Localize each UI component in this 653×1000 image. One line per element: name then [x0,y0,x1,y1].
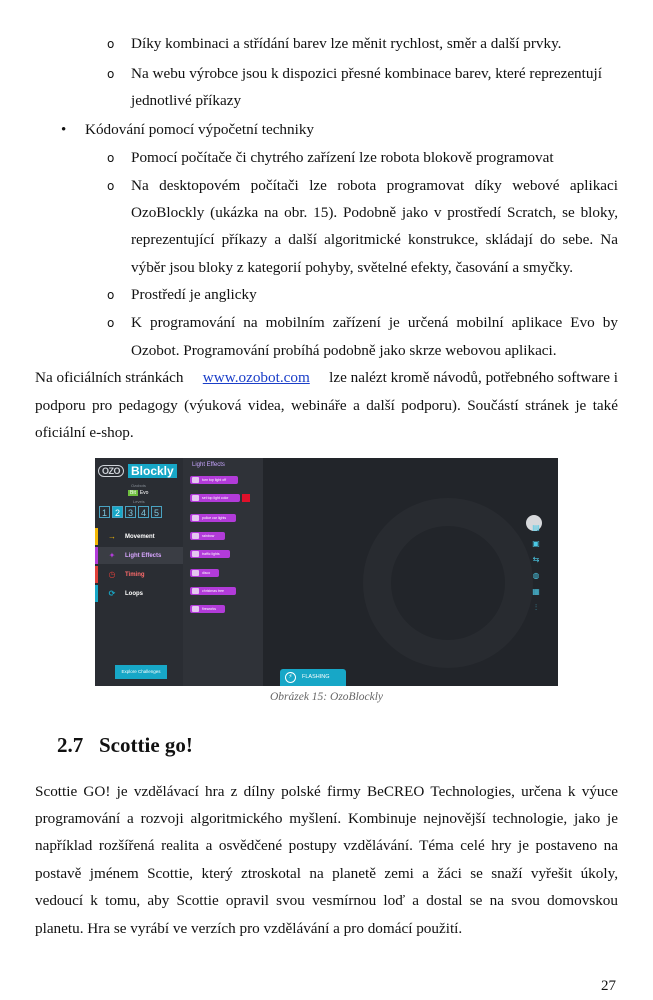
paragraph-line: oficiální e-shop. [35,424,134,441]
lightbulb-icon: ✦ [108,551,116,560]
list-item: Prostředí je anglicky [131,286,257,303]
book-icon[interactable]: ▤ [532,523,540,532]
list-item-continuation: jednotlivé příkazy [131,92,242,109]
list-item-continuation: výběr jsou bloky z kategorií pohyby, světelné efekty, časování a smyčky. [131,259,573,276]
light-block[interactable]: fireworks [190,605,225,613]
list-item-continuation: OzoBlockly (ukázka na obr. 15). Podobně jako v prostředí Scratch, se bloky, [131,204,618,221]
bullet-marker: • [61,122,67,138]
bullet-marker: o [107,151,115,165]
light-block[interactable]: police car lights [190,514,236,522]
category-movement[interactable] [95,528,183,545]
bot-selector[interactable] [128,490,148,497]
paragraph-line: programování a rozvoji algoritmického myšlení. Kombinuje nejnovější technologie, jako je [35,810,618,827]
logo-ozo: OZO [98,465,124,477]
category-label: Movement [125,533,155,540]
level-button[interactable]: 2 [112,506,123,518]
flyout-title: Light Effects [192,462,225,468]
section-title: Scottie go! [99,733,193,757]
light-block[interactable]: traffic lights [190,550,230,558]
paragraph-line: planetu. Hra se vyrábí ve verzích pro vzdělávání a pro domácí použití. [35,920,463,937]
list-item: Na webu výrobce jsou k dispozici přesné kombinace barev, které reprezentují [131,65,602,82]
paragraph-line: vedoucí k tomu, aby Scottie opravil svou vesmírnou loď a dostal se na svou domovskou [35,892,618,909]
text-segment: Na oficiálních stránkách [35,369,184,386]
ozoblockly-logo [98,464,177,478]
explore-challenges-button[interactable]: Explore Challenges [115,665,167,679]
level-button[interactable]: 4 [138,506,149,518]
list-item: Díky kombinaci a střídání barev lze měnit rychlost, směr a další prvky. [131,35,562,52]
category-label: Loops [125,590,143,597]
paragraph-line: Scottie GO! je vzdělávací hra z dílny polské firmy BeCREO Technologies, určena k výuce [35,783,618,800]
bot-type-label: Ozobots [131,483,146,488]
bullet-marker: o [107,316,115,330]
category-timing[interactable] [95,566,183,583]
list-item: K programování na mobilním zařízení je určená mobilní aplikace Evo by [131,314,618,331]
logo-blockly: Blockly [128,464,177,478]
timer-icon: ◷ [108,570,116,579]
list-item-continuation: Ozobot. Programování probíhá podobně jako skrze webovou aplikaci. [131,342,557,359]
flash-icon: ⚡ [285,672,296,683]
paragraph-line: postavě jménem Scottie, který ztroskotal na planetě zemi a žáci se snaží vyřešit úkoly, [35,865,618,882]
category-label: Timing [125,571,145,578]
sliders-icon[interactable]: ⫶ [535,603,537,612]
grid-icon[interactable]: ▦ [532,587,540,596]
bullet-marker: o [107,288,115,302]
bullet-marker: o [107,67,115,81]
category-color-bar [95,585,98,602]
globe-icon[interactable]: ◍ [532,571,540,580]
light-block[interactable]: set top light color [190,494,240,502]
flow-icon[interactable]: ⇆ [532,555,540,564]
list-item-continuation: reprezentující příkazy a další algoritmické konstrukce, skládají do sebe. Na [131,231,618,248]
section-heading [57,731,193,759]
bullet-marker: o [107,179,115,193]
section-number: 2.7 [57,733,84,757]
paragraph-line: podporu pro pedagogy (výuková videa, webináře a další podporu). Součástí stránek je také [35,397,618,414]
level-button[interactable]: 5 [151,506,162,518]
bit-badge[interactable]: Bit [130,490,136,496]
flashing-button[interactable] [280,669,346,686]
bullet-marker: o [107,37,115,51]
flashing-label: FLASHING [302,674,330,680]
workspace-watermark [363,498,533,668]
page-number: 27 [601,978,616,994]
light-block[interactable]: rainbow [190,532,225,540]
right-toolbar [529,520,543,616]
ozobot-link[interactable]: www.ozobot.com [202,369,310,386]
category-color-bar [95,566,98,583]
paragraph-line [35,368,618,388]
level-button[interactable]: 3 [125,506,136,518]
category-label: Light Effects [125,552,162,559]
arrow-icon: → [108,532,116,541]
color-swatch[interactable] [242,494,250,502]
paragraph-line: například rozšířená realita a osvědčené postupy vzdělávání. Téma celé hry je postaveno na [35,837,618,854]
ozoblockly-screenshot [95,458,558,686]
list-item: Kódování pomocí výpočetní techniky [85,121,315,138]
light-block[interactable]: christmas tree [190,587,236,595]
levels-label: Levels [133,499,145,504]
category-color-bar [95,528,98,545]
light-block[interactable]: disco [190,569,219,577]
category-color-bar [95,547,98,564]
save-icon[interactable]: ▣ [532,539,540,548]
light-block[interactable]: turn top light off [190,476,238,484]
level-selector [99,506,162,518]
category-loops[interactable] [95,585,183,602]
list-item: Pomocí počítače či chytrého zařízení lze robota blokově programovat [131,149,554,166]
figure-caption: Obrázek 15: OzoBlockly [269,691,384,703]
list-item: Na desktopovém počítači lze robota programovat díky webové aplikaci [131,177,618,194]
evo-label[interactable]: Evo [139,490,149,496]
category-light-effects[interactable] [95,547,183,564]
level-button[interactable]: 1 [99,506,110,518]
text-segment: lze nalézt kromě návodů, potřebného software i [329,369,618,386]
loop-icon: ⟳ [108,589,116,598]
